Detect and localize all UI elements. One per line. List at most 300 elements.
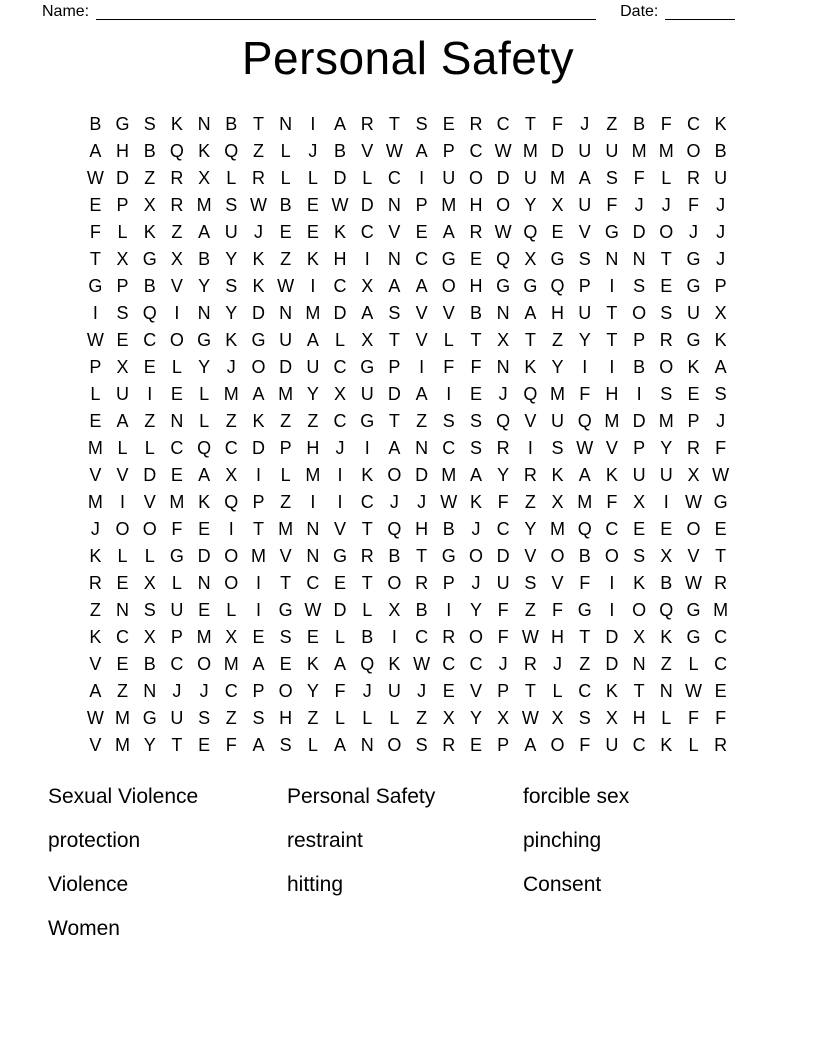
grid-cell: C	[714, 627, 728, 647]
grid-cell: X	[633, 627, 646, 647]
grid-cell: S	[605, 168, 618, 188]
grid-cell: O	[659, 357, 674, 377]
grid-cell: E	[170, 384, 183, 404]
grid-cell: G	[686, 627, 701, 647]
grid-cell: T	[361, 519, 373, 539]
grid-cell: L	[226, 168, 237, 188]
grid-cell: U	[496, 573, 510, 593]
grid-cell: T	[252, 519, 264, 539]
grid-cell: T	[470, 330, 482, 350]
grid-cell: F	[89, 222, 101, 242]
grid-cell: F	[497, 627, 509, 647]
grid-cell: G	[550, 249, 565, 269]
grid-cell: K	[388, 654, 401, 674]
grid-cell: L	[335, 708, 346, 728]
grid-cell: U	[605, 141, 619, 161]
grid-cell: S	[252, 708, 265, 728]
grid-cell: S	[388, 303, 401, 323]
grid-cell: D	[197, 546, 211, 566]
grid-cell: J	[226, 357, 236, 377]
grid-cell: I	[419, 357, 425, 377]
grid-cell: X	[660, 546, 673, 566]
grid-cell: L	[688, 735, 699, 755]
grid-cell: B	[89, 114, 102, 134]
grid-cell: G	[360, 411, 375, 431]
grid-cell: C	[306, 573, 320, 593]
grid-cell: M	[604, 411, 620, 431]
grid-cell: E	[279, 222, 292, 242]
grid-cell: Z	[117, 681, 129, 701]
grid-cell: L	[443, 330, 454, 350]
grid-cell: W	[712, 465, 730, 485]
grid-cell: U	[632, 465, 646, 485]
grid-cell: G	[713, 492, 728, 512]
grid-cell: M	[250, 546, 266, 566]
grid-cell: G	[496, 276, 511, 296]
grid-cell: X	[143, 195, 156, 215]
grid-cell: O	[387, 465, 402, 485]
grid-cell: K	[170, 114, 183, 134]
grid-cell: L	[117, 222, 128, 242]
grid-cell: B	[633, 357, 646, 377]
grid-cell: E	[551, 222, 564, 242]
grid-cell: S	[660, 384, 673, 404]
grid-cell: D	[333, 168, 347, 188]
grid-cell: N	[116, 600, 130, 620]
grid-cell: X	[551, 492, 564, 512]
grid-cell: I	[255, 465, 261, 485]
word-item-empty	[287, 917, 523, 940]
grid-cell: H	[632, 708, 646, 728]
grid-cell: B	[143, 141, 156, 161]
word-item: hitting	[287, 873, 344, 896]
grid-cell: Y	[469, 708, 482, 728]
grid-cell: Q	[387, 519, 402, 539]
grid-cell: A	[388, 276, 401, 296]
grid-cell: D	[496, 168, 510, 188]
grid-cell: L	[280, 465, 291, 485]
grid-cell: R	[686, 438, 700, 458]
grid-cell: D	[632, 222, 646, 242]
grid-cell: L	[335, 330, 346, 350]
grid-cell: V	[334, 519, 347, 539]
grid-cell: B	[388, 546, 401, 566]
grid-cell: K	[687, 357, 700, 377]
grid-cell: T	[388, 330, 400, 350]
grid-cell: J	[417, 681, 427, 701]
grid-cell: J	[716, 249, 726, 269]
grid-cell: W	[684, 681, 702, 701]
grid-cell: A	[415, 141, 428, 161]
grid-cell: J	[362, 681, 372, 701]
grid-cell: S	[660, 303, 673, 323]
grid-cell: E	[116, 573, 129, 593]
grid-cell: F	[579, 384, 591, 404]
grid-cell: T	[524, 114, 536, 134]
grid-cell: Z	[171, 222, 183, 242]
grid-cell: Z	[552, 330, 564, 350]
grid-cell: I	[364, 438, 370, 458]
grid-cell: G	[604, 222, 619, 242]
grid-cell: E	[714, 681, 727, 701]
grid-cell: A	[714, 357, 727, 377]
grid-cell: E	[442, 114, 455, 134]
grid-cell: Q	[577, 519, 592, 539]
grid-cell: P	[714, 276, 727, 296]
grid-cell: J	[471, 519, 481, 539]
grid-cell: N	[279, 303, 293, 323]
grid-cell: N	[360, 735, 374, 755]
grid-cell: U	[387, 681, 401, 701]
word-item: Women	[48, 917, 120, 940]
grid-cell: N	[387, 195, 401, 215]
grid-cell: K	[89, 627, 102, 647]
date-label: Date:	[620, 3, 659, 20]
grid-cell: A	[334, 735, 347, 755]
grid-cell: W	[304, 600, 322, 620]
grid-cell: D	[251, 438, 265, 458]
grid-cell: A	[524, 303, 537, 323]
grid-cell: V	[524, 411, 537, 431]
grid-cell: L	[688, 654, 699, 674]
grid-cell: O	[550, 546, 565, 566]
grid-cell: I	[310, 114, 316, 134]
grid-cell: R	[360, 114, 374, 134]
word-item: Violence	[48, 873, 129, 896]
grid-cell: L	[335, 627, 346, 647]
grid-cell: D	[333, 600, 347, 620]
word-item: protection	[48, 829, 141, 852]
grid-cell: F	[579, 735, 591, 755]
grid-cell: C	[714, 654, 728, 674]
grid-cell: M	[441, 465, 457, 485]
grid-cell: X	[361, 276, 374, 296]
grid-cell: W	[385, 141, 403, 161]
grid-cell: V	[116, 465, 129, 485]
grid-cell: P	[633, 330, 646, 350]
grid-cell: V	[361, 141, 374, 161]
grid-cell: Z	[660, 654, 672, 674]
grid-cell: N	[415, 438, 429, 458]
grid-cell: S	[415, 735, 428, 755]
grid-cell: V	[89, 735, 102, 755]
grid-cell: C	[632, 735, 646, 755]
grid-cell: X	[143, 627, 156, 647]
grid-cell: Z	[307, 708, 319, 728]
grid-cell: J	[335, 438, 345, 458]
grid-cell: Z	[307, 411, 319, 431]
grid-cell: H	[605, 384, 619, 404]
grid-cell: R	[523, 465, 537, 485]
grid-cell: I	[228, 519, 234, 539]
grid-cell: J	[498, 384, 508, 404]
grid-cell: C	[224, 438, 238, 458]
grid-cell: K	[660, 735, 673, 755]
grid-cell: O	[142, 519, 157, 539]
grid-cell: G	[278, 600, 293, 620]
grid-cell: O	[632, 303, 647, 323]
grid-cell: S	[633, 276, 646, 296]
grid-cell: N	[197, 573, 211, 593]
grid-cell: R	[415, 573, 429, 593]
grid-cell: N	[659, 681, 673, 701]
grid-cell: F	[715, 708, 727, 728]
grid-cell: Y	[551, 357, 564, 377]
grid-cell: S	[469, 411, 482, 431]
grid-cell: O	[278, 681, 293, 701]
grid-cell: S	[415, 114, 428, 134]
grid-cell: Z	[144, 411, 156, 431]
grid-cell: G	[142, 708, 157, 728]
grid-cell: A	[252, 654, 265, 674]
grid-cell: E	[198, 735, 211, 755]
grid-cell: I	[636, 384, 642, 404]
grid-cell: A	[388, 438, 401, 458]
grid-cell: A	[252, 384, 265, 404]
grid-cell: X	[442, 708, 455, 728]
grid-cell: D	[551, 141, 565, 161]
grid-cell: I	[174, 303, 180, 323]
grid-cell: W	[413, 654, 431, 674]
grid-cell: V	[89, 465, 102, 485]
grid-cell: V	[605, 438, 618, 458]
grid-cell: F	[687, 708, 699, 728]
grid-cell: Z	[524, 492, 536, 512]
grid-cell: B	[714, 141, 727, 161]
grid-cell: S	[442, 411, 455, 431]
grid-cell: U	[360, 384, 374, 404]
name-blank-line	[96, 5, 596, 20]
grid-cell: L	[307, 735, 318, 755]
grid-cell: N	[632, 249, 646, 269]
word-list	[48, 785, 756, 940]
grid-cell: C	[496, 114, 510, 134]
grid-cell: T	[89, 249, 101, 269]
grid-cell: A	[198, 222, 211, 242]
grid-cell: N	[387, 249, 401, 269]
grid-cell: C	[442, 654, 456, 674]
grid-cell: P	[442, 141, 455, 161]
grid-cell: O	[632, 600, 647, 620]
grid-cell: D	[143, 465, 157, 485]
grid-cell: D	[251, 303, 265, 323]
grid-cell: E	[198, 600, 211, 620]
grid-cell: Q	[169, 141, 184, 161]
grid-cell: G	[197, 330, 212, 350]
grid-cell: S	[143, 600, 156, 620]
grid-cell: W	[684, 492, 702, 512]
grid-cell: S	[225, 276, 238, 296]
grid-cell: M	[713, 600, 729, 620]
grid-cell: A	[334, 654, 347, 674]
grid-cell: T	[388, 114, 400, 134]
grid-cell: Q	[360, 654, 375, 674]
grid-cell: G	[686, 330, 701, 350]
grid-cell: G	[142, 249, 157, 269]
grid-cell: S	[633, 546, 646, 566]
grid-cell: W	[684, 573, 702, 593]
grid-cell: A	[89, 681, 102, 701]
grid-cell: B	[660, 573, 673, 593]
grid-cell: O	[197, 654, 212, 674]
grid-cell: W	[521, 708, 539, 728]
date-blank-line	[665, 5, 735, 20]
grid-cell: A	[442, 222, 455, 242]
grid-cell: G	[88, 276, 103, 296]
grid-cell: T	[388, 411, 400, 431]
grid-cell: R	[88, 573, 102, 593]
grid-cell: M	[196, 195, 212, 215]
grid-cell: U	[659, 465, 673, 485]
grid-cell: E	[469, 735, 482, 755]
grid-cell: S	[551, 438, 564, 458]
grid-cell: K	[252, 249, 265, 269]
grid-cell: F	[171, 519, 183, 539]
grid-cell: Q	[550, 276, 565, 296]
word-search-grid	[0, 111, 816, 759]
grid-cell: P	[633, 438, 646, 458]
grid-cell: W	[86, 330, 104, 350]
grid-cell: M	[196, 627, 212, 647]
grid-cell: M	[278, 384, 294, 404]
grid-cell: E	[469, 384, 482, 404]
grid-cell: A	[415, 384, 428, 404]
grid-cell: V	[143, 492, 156, 512]
grid-cell: K	[605, 681, 618, 701]
grid-cell: Q	[224, 492, 239, 512]
grid-cell: S	[524, 573, 537, 593]
grid-cell: J	[716, 222, 726, 242]
grid-cell: Q	[496, 249, 511, 269]
grid-cell: U	[170, 600, 184, 620]
grid-cell: J	[417, 492, 427, 512]
grid-cell: K	[361, 465, 374, 485]
grid-cell: O	[604, 546, 619, 566]
grid-cell: M	[550, 519, 566, 539]
grid-cell: T	[171, 735, 183, 755]
grid-cell: C	[224, 681, 238, 701]
grid-cell: F	[497, 492, 509, 512]
grid-cell: Z	[606, 114, 618, 134]
grid-cell: H	[116, 141, 130, 161]
grid-cell: N	[279, 114, 293, 134]
grid-cell: M	[522, 141, 538, 161]
grid-cell: H	[415, 519, 429, 539]
grid-cell: K	[714, 330, 727, 350]
grid-cell: B	[143, 654, 156, 674]
grid-cell: I	[92, 303, 98, 323]
grid-cell: C	[415, 249, 429, 269]
grid-cell: P	[279, 438, 292, 458]
grid-cell: K	[605, 465, 618, 485]
grid-cell: Y	[225, 249, 238, 269]
grid-cell: R	[442, 627, 456, 647]
grid-cell: J	[389, 492, 399, 512]
grid-cell: S	[714, 384, 727, 404]
grid-cell: X	[633, 492, 646, 512]
grid-cell: I	[446, 600, 452, 620]
grid-cell: Z	[89, 600, 101, 620]
grid-cell: L	[199, 384, 210, 404]
grid-cell: A	[306, 330, 319, 350]
grid-cell: C	[360, 492, 374, 512]
word-item: Consent	[523, 873, 602, 896]
grid-cell: M	[658, 141, 674, 161]
grid-cell: O	[224, 573, 239, 593]
grid-cell: V	[442, 303, 455, 323]
grid-cell: C	[387, 168, 401, 188]
grid-cell: A	[116, 411, 129, 431]
grid-cell: Q	[224, 141, 239, 161]
grid-cell: A	[524, 735, 537, 755]
grid-cell: S	[279, 627, 292, 647]
grid-cell: A	[578, 465, 591, 485]
grid-cell: V	[89, 654, 102, 674]
grid-cell: S	[198, 708, 211, 728]
grid-cell: X	[497, 330, 510, 350]
grid-cell: W	[494, 141, 512, 161]
grid-cell: O	[387, 573, 402, 593]
grid-cell: X	[714, 303, 727, 323]
word-item: Personal Safety	[287, 785, 436, 808]
grid-cell: C	[333, 276, 347, 296]
grid-cell: C	[469, 654, 483, 674]
grid-cell: T	[416, 546, 428, 566]
grid-cell: K	[252, 276, 265, 296]
grid-cell: G	[360, 357, 375, 377]
grid-cell: L	[199, 411, 210, 431]
grid-cell: Z	[416, 411, 428, 431]
grid-cell: Q	[142, 303, 157, 323]
grid-cell: N	[632, 654, 646, 674]
grid-cell: U	[578, 141, 592, 161]
grid-cell: G	[441, 546, 456, 566]
grid-cell: B	[578, 546, 591, 566]
grid-cell: V	[687, 546, 700, 566]
grid-cell: R	[170, 195, 184, 215]
grid-cell: R	[496, 438, 510, 458]
grid-cell: E	[143, 357, 156, 377]
word-item: forcible sex	[523, 785, 630, 808]
grid-cell: S	[578, 249, 591, 269]
grid-cell: T	[280, 573, 292, 593]
grid-cell: M	[631, 141, 647, 161]
grid-cell: K	[334, 222, 347, 242]
grid-cell: C	[578, 681, 592, 701]
grid-cell: G	[686, 600, 701, 620]
grid-cell: J	[716, 195, 726, 215]
grid-cell: Y	[198, 357, 211, 377]
grid-cell: L	[552, 681, 563, 701]
grid-cell: X	[170, 249, 183, 269]
grid-cell: A	[578, 168, 591, 188]
grid-cell: E	[469, 249, 482, 269]
grid-cell: M	[87, 492, 103, 512]
grid-cell: V	[388, 222, 401, 242]
grid-cell: V	[170, 276, 183, 296]
grid-cell: E	[334, 573, 347, 593]
grid-cell: E	[714, 519, 727, 539]
grid-cell: J	[308, 141, 318, 161]
grid-cell: I	[663, 492, 669, 512]
grid-cell: I	[337, 492, 343, 512]
grid-cell: G	[333, 546, 348, 566]
grid-cell: U	[714, 168, 728, 188]
grid-cell: R	[714, 573, 728, 593]
grid-cell: J	[471, 573, 481, 593]
grid-cell: D	[632, 411, 646, 431]
grid-cell: Y	[306, 384, 319, 404]
